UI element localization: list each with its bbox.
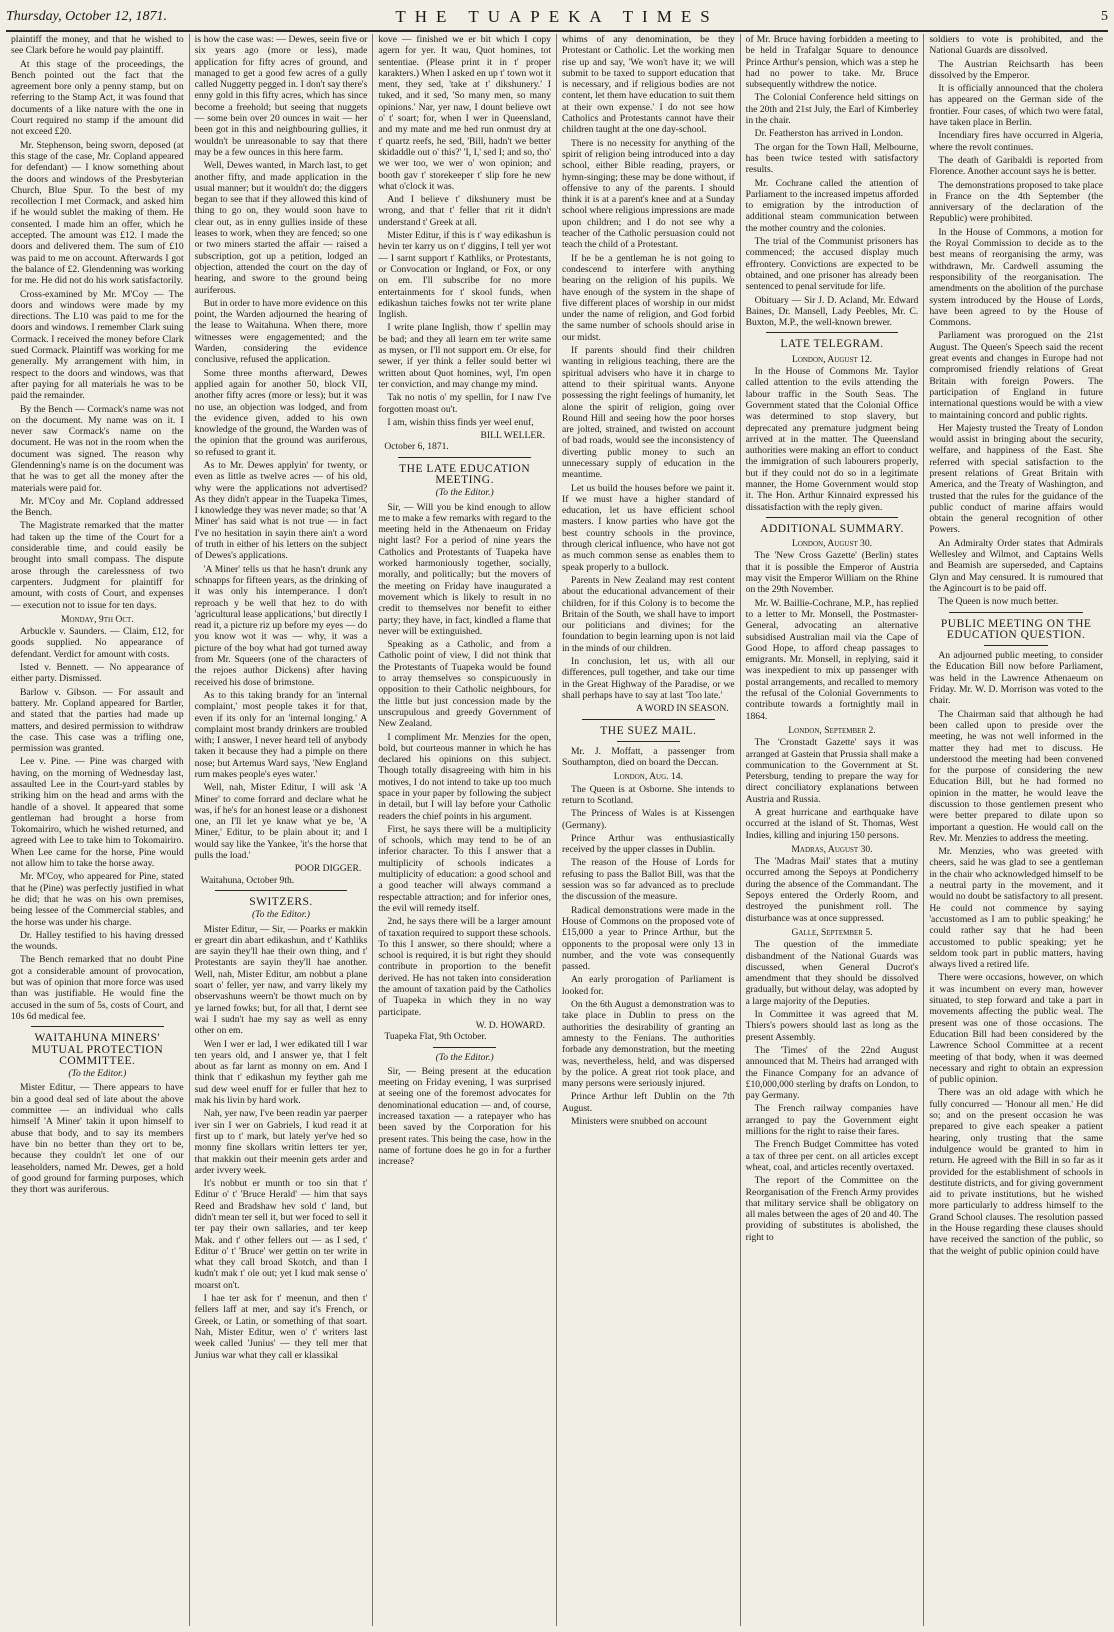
- paragraph: On the 6th August a demonstration was to take place in Dublin to press on the authorities the desirability of granting an amnesty to the Fenians. The authorities forbade any demonstration, but the meeting was, nevertheless, held, and was dispersed by the police. A great riot took place, and many persons were seriously injured.: [562, 999, 735, 1090]
- paragraph: As to Mr. Dewes applyin' for twenty, or even as little as twelve acres — of his old, why were the applications not advertised? As they didn't appear in the Tuapeka Times, I knowledge they was never made; so that 'A Miner' has said what is not true — in fact I've no hesitation in sayin there ain't a word of truth in either of his letters on the subject of Dewes's applications.: [194, 459, 368, 562]
- dateline: October 6, 1871.: [384, 441, 449, 453]
- article-subheading: (To the Editor.): [435, 487, 494, 499]
- paragraph: plaintiff the money, and that he wished to see Clark before he would pay plaintiff.: [11, 34, 184, 57]
- paragraph: Cross-examined by Mr. M'Coy — The doors and windows were made by my directions. The L10 was paid to me for the doors and windows. I remember Clark suing Cormack. I received the money before Clark sued Cormack. Plaintiff was working for me generally. My arrangement with him, in respect to the doors and windows, was that after paying for all materials he was to be paid the remainder.: [11, 288, 184, 402]
- article-heading: THE LATE EDUCATION MEETING.: [399, 462, 531, 486]
- paragraph: Mr. Cochrane called the attention of Parliament to the increased impetus afforded to emigration by the introduction of additional steam communication between the mother country and the colonies.: [745, 177, 919, 234]
- paragraph: The French railway companies have arranged to pay the Government eight millions for the right to raise their fares.: [745, 1103, 919, 1138]
- paragraph: Mister Editur, if this is t' way edikashun is hevin ter karry us on t' diggins, I tell yer wot — I sarnt support t' Kathliks, or Protestants, or Convocation or Ingland, or Fox, or ony on em. I'll subscribe for no more entertainments for t' skool funds, when edikashun taiches fowks not ter write plane Inglish.: [378, 230, 551, 321]
- paragraph: The trial of the Communist prisoners has commenced; the accused display much effrontery. Convictions are expected to be obtained, and one prisoner has already been sentenced to penal servitude for life.: [745, 236, 919, 293]
- paragraph: The Queen is at Osborne. She intends to return to Scotland.: [562, 783, 735, 806]
- paragraph: If parents should find their children wanting in religious teaching, there are the spiritual advisers who have it in charge to attend to their spiritual wants. Anyone possessing the right feelings of humanity, let alone the spirit of religion, going over Round Hill and seeing how the poor horses are jolted, strained, and twisted on account of bad roads, would see the inconsistency of diverting public money to such an unnecessary supply of education in the meantime.: [562, 345, 735, 481]
- paragraph: Radical demonstrations were made in the House of Commons on the proposed vote of £15,000 a year to Prince Arthur, but the opponents to the proposal were only 13 in number, and the vote was consequently passed.: [562, 904, 735, 973]
- paragraph: The Magistrate remarked that the matter had taken up the time of the Court for a considerable time, and could easily be brought into small compass. The dispute arose through the carelessness of two carpenters. Judgment for plaintiff for amount, with costs of Court, and expenses — execution not to issue for ten days.: [11, 520, 184, 611]
- paragraph: A great hurricane and earthquake have occurred at the island of St. Thomas, West Indies, killing and injuring 150 persons.: [745, 807, 919, 841]
- paragraph: The Austrian Reichsarth has been dissolved by the Emperor.: [929, 58, 1103, 81]
- article-subheading: (To the Editor.): [68, 1068, 127, 1080]
- paragraph: An Admiralty Order states that Admirals Wellesley and Wilmot, and Captains Wells and Beamish are superseded, and Captains Glyn and May censured. It is rumoured that the Agincourt is to be paid off.: [929, 537, 1103, 594]
- paragraph: The report of the Committee on the Reorganisation of the French Army provides that military service shall be obligatory on all males between the ages of 20 and 40. The providing of substitutes is abolished, the right to: [745, 1175, 919, 1243]
- dateline: London, August 12.: [791, 353, 873, 365]
- paragraph: Mr. M'Coy and Mr. Copland addressed the Bench.: [11, 495, 184, 519]
- paragraph: The 'Cronstadt Gazette' says it was arranged at Gastein that Prussia shall make a communication to the Government at St. Petersburg, tending to prepare the way for direct conciliatory explanations between Austria and Russia.: [745, 737, 919, 805]
- paragraph: of Mr. Bruce having forbidden a meeting to be held in Trafalgar Square to denounce Prince Arthur's pension, which was a step he had no power to take. Mr. Bruce subsequently withdrew the notice.: [745, 34, 919, 91]
- signature: W. D. HOWARD.: [475, 1019, 545, 1031]
- paragraph: The Queen is now much better.: [938, 596, 1059, 608]
- paragraph: Let us build the houses before we paint it. If we must have a higher standard of education, let us have efficient school masters. I know parties who have got the best country schools in the province, through clerical influence, who have not got as much common sense as enables them to speak properly to a bullock.: [562, 482, 735, 573]
- dateline: Monday, 9th Oct.: [60, 613, 134, 625]
- divider: [398, 457, 531, 458]
- paragraph: Parliament was prorogued on the 21st August. The Queen's Speech said the recent great events and changes in Europe had not compromised friendly relations of Great Britain with foreign Powers. The participation of England in future international questions would be with a view to maintaining concord and public rights.: [929, 330, 1103, 421]
- paragraph: Prince Arthur left Dublin on the 7th August.: [562, 1091, 735, 1114]
- paragraph: Dr. Halley testified to his having dressed the wounds.: [11, 929, 184, 953]
- paragraph: It is officially announced that the cholera has appeared on the German side of the frontier. Four cases, of which two were fatal, have taken place in Berlin.: [929, 83, 1103, 129]
- paragraph: Lee v. Pine. — Pine was charged with having, on the morning of Wednesday last, assaulted Lee in the Court-yard stables by striking him on the head and arms with the handle of a shovel. It appeared that some gentleman had brought a horse from Tokomairiro, which he wished returned, and agreed with Lee to take him to Tokomairiro. When Lee came for the horse, Pine would not allow him to take the horse away.: [11, 756, 184, 870]
- paragraph: Mister Editur, — Sir, — Poarks er makkin er greart din abart edikashun, and t' Kathliks are sayin they'll hae their own thing, and t' Protestants are sayin they'll hae another. Well, nah, Mister Editur, am nobbut a plane soart o' feller, yer naw, and varry likely my observashuns weern't be thowt much on by ye larned fowks; but, for all that, I dernt see wai I sudn't hae my say as well as enny other on em.: [194, 923, 368, 1037]
- article-subheading: (To the Editor.): [251, 909, 310, 921]
- paragraph: There was an old adage with which he fully concurred — 'Honour all men.' He did so; and on the present occasion he was prepared to give each speaker a patient hearing, only trusting that the same indulgence would be granted to him in return. He agreed with the Bill in so far as it provided for the establishment of schools in destitute districts, and for giving government aid to private institutions, but he wished more particularly to address himself to the Grand School clauses. The resolution passed in the House regarding these clauses should have received the sanction of the public, so that the weight of public opinion could have: [929, 1087, 1103, 1257]
- dateline: Waitahuna, October 9th.: [200, 874, 295, 886]
- signature: BILL WELLER.: [480, 430, 545, 442]
- article-heading: ADDITIONAL SUMMARY.: [760, 522, 904, 535]
- paragraph: Isted v. Bennett. — No appearance of either party. Dismissed.: [11, 662, 184, 685]
- divider: [582, 719, 715, 720]
- divider: [617, 741, 680, 742]
- paragraph: But in order to have more evidence on this point, the Warden adjourned the hearing of the lease to Waitahuna. When there, more witnesses were engagemented; and the Warden, considering the evidence conclusive, refused the application.: [194, 297, 368, 366]
- paragraph: Mr. W. Baillie-Cochrane, M.P., has replied to a letter to Mr. Monsell, the Postmaster-General, advocating an alternative subsidised Australian mail via the Cape of Good Hope, to afford cheap passages to emigrants. Mr. Monsell, in replying, said it was inexpedient to mix up passenger with postal arrangements, and recalled to memory the refusal of the Colonial Governments to contribute towards a fortnightly mail in 1864.: [745, 597, 919, 722]
- paragraph: Well, nah, Mister Editur, I will ask 'A Miner' to come forrard and declare what he was, if he's for an honest lease or a dishonest one, an I'll let ye knaw what ye be, 'A Miner,' Editur, to be plain about it; and I would say like the Yankee, 'it's the horse that pulls the load.': [194, 782, 368, 862]
- paragraph: The 'New Cross Gazette' (Berlin) states that it is possible the Emperor of Austria may visit the Emperor William on the Rhine on the 29th November.: [745, 550, 919, 596]
- masthead: [6, 4, 1108, 32]
- paragraph: soldiers to vote is prohibited, and the National Guards are dissolved.: [929, 34, 1103, 57]
- paragraph: Obituary — Sir J. D. Acland, Mr. Edward Baines, Dr. Mansell, Lady Peebles, Mr. C. Buxton, M.P., the well-known brewer.: [745, 294, 919, 329]
- paragraph: The 'Madras Mail' states that a mutiny occurred among the Sepoys at Pondicherry during the absence of the Commandant. The Sepoys entered the Orderly Room, and destroyed the punishment roll. The disturbance was at once suppressed.: [745, 856, 919, 924]
- paragraph: There were occasions, however, on which it was incumbent on every man, however situated, to step forward and take a part in movements affecting the public weal. The present was one of those occasions. The Education Bill had been considered by the Lawrence School Committee at a recent meeting of that body, when it was deemed necessary and right to obtain an expression of public opinion.: [929, 972, 1103, 1086]
- paragraph: Mr. Menzies, who was greeted with cheers, said he was glad to see a gentleman in the chair who acknowledged himself to be a neutral party in the movement, and it would no doubt be satisfactory to all present. He could not commence by saying 'accustomed as I am to public speaking;' he could rather say that he had been accustomed to public speaking; yet he seldom took part in public matters, having always lived a retired life.: [929, 846, 1103, 971]
- paper-title: THE TUAPEKA TIMES: [395, 7, 719, 26]
- paragraph: Mr. Stephenson, being sworn, deposed (at this stage of the case, Mr. Copland appeared for defendant) — I know something about the doors and windows of the Presbyterian Church, Blue Spur. To the best of my recollection I met Cormack, and asked him if he would sublet the making of them. He consented. I made him an offer, which he accepted. The amount was £12. I made the doors and delivered them. The sum of £10 was paid to me on account. Afterwards I got the balance of £2. Glendenning was working for me. He did not do his work satisfactorily.: [11, 139, 184, 287]
- issue-date: Thursday, October 12, 1871.: [6, 9, 167, 24]
- dateline: Madras, August 30.: [791, 843, 873, 855]
- paragraph: By the Bench — Cormack's name was not on the document. My name was on it. I never saw Cormack's name on the document. He was not in the room when the document was signed. The reason why Glendenning's name is on the document was that he was to get all the money after the materials were paid for.: [11, 403, 184, 494]
- paragraph: Well, Dewes wanted, in March last, to get another fifty, and made application in the usual manner; but it wouldn't do; the diggers began to see that if they allowed this kind of thing to go on, they would soon have to clear out, as in enny gullies inside of these leases to work, when they are fenced; so one or two miners started the affair — raised a subscription, got up a petition, lodged an objection, attended the court on the day of hearing, and swore to the ground being auriferous.: [194, 160, 368, 296]
- divider: [433, 1047, 496, 1048]
- column-4: [557, 34, 741, 1626]
- article-heading: SWITZERS.: [249, 895, 313, 908]
- paragraph: The 'Times' of the 22nd August announced that M. Theirs had arranged with the Finance Company for an advance of £10,000,000 sterling by drafts on London, to pay Germany.: [745, 1044, 919, 1102]
- paragraph: The organ for the Town Hall, Melbourne, has been twice tested with satisfactory results.: [745, 141, 919, 176]
- paragraph: Dr. Featherston has arrived in London.: [754, 128, 904, 140]
- column-5: [741, 34, 925, 1626]
- paragraph: Parents in New Zealand may rest content about the educational advancement of their children, for if this Colony is to become the Britain of the South, we shall have to import our politicians and divines; for the foundation to begin learning upon is not laid in the minds of our children.: [562, 574, 735, 654]
- article-heading: WAITAHUNA MINERS' MUTUAL PROTECTION COMMITTEE.: [31, 1032, 164, 1067]
- paragraph: The Chairman said that although he had been called upon to preside over the meeting, he was not well informed in the matter they had met to discuss. He understood the meeting had been convened for the purpose of considering the new Education Bill, but he had formed no opinion in the matter, he would leave the discussion to those gentlemen present who were better prepared to dilate upon so important a question. He would call on the Rev. Mr. Menzies to address the meeting.: [929, 708, 1103, 844]
- paragraph: 'A Miner' tells us that he hasn't drunk any schnapps for fifteen years, as the drinking of it was only his intemperance. I don't reproach y be well that hez to do with 'agricultural lease applications,' but directly I read it, a picture riz up before my eyes — do you know wot it was — why, it was a picture of the boy what had got turned away from Mr. Squeers (one of the characters of the rejoes author Dickens) after having received his dose of brimstone.: [194, 563, 368, 688]
- paragraph: And I believe t' dikshunery must be wrong, and that t' feller that rit it didn't understand t' Greek at all.: [378, 194, 551, 228]
- signature: POOR DIGGER.: [294, 863, 362, 875]
- divider: [949, 612, 1083, 613]
- paragraph: Her Majesty trusted the Treaty of London would assist in bringing about the security, welfare, and happiness of the East. She referred with special satisfaction to the present relations of Great Britain with America, and the Treaty of Washington, and trusted that the rules for the guidance of the public conduct of marine affairs would obtain the general recognition of other Powers.: [929, 422, 1103, 536]
- article-heading: LATE TELEGRAM.: [780, 338, 884, 351]
- column-1: [6, 34, 190, 1626]
- paragraph: Barlow v. Gibson. — For assault and battery. Mr. Copland appeared for Bartler, and stated that the parties had made up matters, and desired permission to withdraw the case. This case was a trifling one, permission was granted.: [11, 686, 184, 755]
- paragraph: In Committee it was agreed that M. Thiers's powers should last as long as the present Assembly.: [745, 1009, 919, 1043]
- paragraph: kove — finished we er bit which I copy agern for yer. It wau, Quot homines, tot sententiae. (Please print it in t' proper karakters.) When I asked en up t' town wot it ment, they sed, 'take at t' dikshunery.' I tuked, and it sed, 'So many men, so many opinions.' Nar, yer naw, I dount believe owt o' t' soart; for, when I wer in Queensland, and my mate and me hed run onmust dry at t' quartz reefs, he sed, 'Bill, hadn't we better skidaddle out o' this?' 'I, I,' sed I; and so, tho' we wer too, we wer o' won opinion; and booth gav t' storekeeper t' slip fore he new what o'clock it was.: [378, 34, 551, 192]
- paragraph: Mister Editur, — There appears to have bin a good deal sed of late about the above committee — an individual who calls himself 'A Miner' takin it upon himself to abuse that body, and to say its members have bin no better than they ort to be, because they couldn't let one of our leaseholders, named Mr. Dewes, get a hold of good ground for farming purposes, which they thort was auriferous.: [11, 1082, 184, 1196]
- paragraph: Arbuckle v. Saunders. — Claim, £12, for goods supplied. No appearance of defendant. Verdict for amount with costs.: [11, 626, 184, 660]
- paragraph: Sir, — Will you be kind enough to allow me to make a few remarks with regard to the meeting held in the Athenaeum on Friday night last? For a period of nine years the Catholics and Protestants of Tuapeka have worked harmoniously together, socially, morally, and politically; but the movers of the meeting on Friday have inaugurated a movement which is likely to result in no credit to themselves nor benefit to either party; they have, in fact, kindled a flame that never will be extinguished.: [378, 501, 551, 637]
- paragraph: Speaking as a Catholic, and from a Catholic point of view, I did not think that the Protestants of Tuapeka would be found to array themselves so conspicuously in opposition to their Catholic neighbours, for the little but just concession made by the unscrupulous and greedy Government of New Zealand.: [378, 639, 551, 730]
- paragraph: I compliment Mr. Menzies for the open, bold, but courteous manner in which he has declared his opinions on this subject. Though totally disagreeing with him in his motives, I do not intend to take up too much space in your paper by following the subject in detail, but I will lay before your Catholic readers the chief points in his argument.: [378, 731, 551, 822]
- paragraph: I write plane Inglish, thow t' spellin may be bad; and they all learn em ter write same as mysen, or I'll not support em. Or else, for sewer, if yer think a feller sould better wi written about Quot homines, wyl, I'm open ter conviction, and may change my mind.: [378, 322, 551, 390]
- paragraph: It's nobbut er munth or too sin that t' Editur o' t' 'Bruce Herald' — him that says Reed and Bradshaw hev sold t' land, but didn't mean ter sell it, but wer foced to sell it ter pay their own sallaries, and ter keep Mak. and t' other fellers out — as I sed, t' Editur o' t' 'Bruce' wer gettin on ter write in what they call broad Skotch, and than I kudn't mak t' ole out; yet I kud mak sense o' moarst on't.: [194, 1178, 368, 1291]
- divider: [766, 332, 899, 333]
- paragraph: In the House of Commons Mr. Taylor called attention to the evils attending the labour traffic in the South Seas. The Government stated that the Colonial Office was determined to stop slavery, but deprecated any premature judgment being arrived at in the matter. The Queensland authorities were making an effort to conduct the immigration of such labourers properly, but if they could not do so in a legitimate manner, the Home Government would stop it. The Hon. Arthur Kinnaird expressed his dissatisfaction with the reply given.: [745, 366, 919, 513]
- paragraph: First, he says there will be a multiplicity of schools, which may tend to be of an inferior character. To this I answer that a multiplicity of schools indicates a multiplicity of education: a good school and a good teacher will always command a respectable attraction; and for inferior ones, the evil will remedy itself.: [378, 823, 551, 914]
- paragraph: The French Budget Committee has voted a tax of three per cent. on all articles except wheat, coal, and articles recently overtaxed.: [745, 1139, 919, 1173]
- signature: A WORD IN SEASON.: [636, 703, 729, 715]
- paragraph: The question of the immediate disbandment of the National Guards was discussed, when General Ducrot's amendment that they should be dissolved gradually, but without delay, was adopted by a large majority of the Deputies.: [745, 939, 919, 1007]
- paragraph: I am, wishin thiss finds yer weel enuf,: [387, 416, 534, 428]
- paragraph: Tak no notis o' my spellin, for I naw I've forgotten moast ou't.: [378, 392, 551, 415]
- paragraph: is how the case was: — Dewes, seein five or six years ago (more or less), made application for fifty acres of ground, and managed to get a good few acres of a gully called Nuggetty pegged in. I don't say there's enny gold in this fifty acres, which has since become a freehold; but seeing that nuggets — some bein over 20 ounces in wait — her been got in this and neighbouring gullies, it wouldn't be unreasonable to say that there may be a few ounces in this here farm.: [194, 34, 368, 158]
- paragraph: Wen I wer er lad, I wer edikated till I war ten years old, and I answer ye, that I felt about as far larnt as monny on em. And I think that t' edikashun my feyther gah me sud dew weel enuff for er fuller that hez to mak his livin by hard work.: [194, 1038, 368, 1107]
- column-3: [373, 34, 557, 1626]
- paragraph: whims of any denomination, be they Protestant or Catholic. Let the working men rise up and say, 'We won't have it; we will submit to be taxed to support education that is necessary, and if religious bodies are not content, let them have education to suit them at their own expense.' I do not see how Catholics and Protestants cannot have their children taught at the one day-school.: [562, 34, 735, 136]
- dateline: London, August 30.: [791, 538, 873, 550]
- page-number: 5: [1101, 9, 1108, 24]
- dateline: Tuapeka Flat, 9th October.: [384, 1031, 487, 1043]
- column-6: [924, 34, 1108, 1626]
- paragraph: Some three months afterward, Dewes applied again for another 50, block VII, another fifty acres (more or less); but it was no use, an objection was lodged, and from the evidence given, added to his own knowledge of the ground, the Warden was of the opinion that the ground was auriferous, so refused to grant it.: [194, 367, 368, 458]
- paragraph: The Princess of Wales is at Kissengen (Germany).: [562, 808, 735, 831]
- paragraph: The reason of the House of Lords for refusing to pass the Ballot Bill, was that the session was so far advanced as to preclude the discussion of the measure.: [562, 857, 735, 903]
- dateline: London, Aug. 14.: [613, 771, 683, 783]
- paragraph: 2nd, he says there will be a larger amount of taxation required to support these schools. To this I answer, so there should; where a school is required, it is but right they should contribute in proportion to the benefit derived. He has not taken into consideration the amount of taxation paid by the Catholics of Tuapeka in which they in no way participate.: [378, 916, 551, 1018]
- divider: [31, 1026, 164, 1027]
- paragraph: If he be a gentleman he is not going to condescend to interfere with anything bearing on the religion of his pupils. We have enough of the system in the shape of five different places of worship in our midst under the name of religion, and God forbid the same number of schools should arise in our midst.: [562, 252, 735, 343]
- columns: [6, 34, 1108, 1626]
- paragraph: Incendiary fires have occurred in Algeria, where the revolt continues.: [929, 130, 1103, 153]
- paragraph: Ministers were snubbed on account: [571, 1116, 707, 1128]
- paragraph: Sir, — Being present at the education meeting on Friday evening, I was surprised at seeing one of the foremost advocates for denominational education — and, of course, increased taxation — a ratepayer who has been saved by the Corporation for his present rates. This being the case, how in the name of fortune does he go in for a further increase?: [378, 1065, 551, 1168]
- paragraph: In the House of Commons, a motion for the Royal Commission to decide as to the best means of reorganising the army, was withdrawn, Mr. Cardwell assuming the responsibility of the reorganisation. The amendments on the abolition of the purchase system introduced by the House of Lords, have been agreed to by the House of Commons.: [929, 226, 1103, 329]
- paragraph: The demonstrations proposed to take place in France on the 4th September (the anniversary of the declaration of the Republic) were prohibited.: [929, 179, 1103, 225]
- article-heading: PUBLIC MEETING ON THE EDUCATION QUESTION.: [940, 617, 1092, 641]
- dateline: London, September 2.: [788, 724, 876, 736]
- paragraph: As to this taking brandy for an 'internal complaint,' most people takes it for that, even if its only for an 'internal longing.' A complaint most brandy drinkers are troubled with; I answer, I never heard tell of anybody taken it because they had a pimple on there nose; but Artemus Ward says, 'New England rum makes people's eyes water.': [194, 689, 368, 780]
- divider: [984, 645, 1048, 646]
- paragraph: Prince Arthur was enthusiastically received by the upper classes in Dublin.: [562, 832, 735, 856]
- paragraph: The death of Garibaldi is reported from Florence. Another account says he is better.: [929, 154, 1103, 178]
- article-heading: THE SUEZ MAIL.: [600, 724, 697, 737]
- paragraph: Mr. J. Moffatt, a passenger from Southampton, died on board the Deccan.: [562, 745, 735, 769]
- paragraph: In conclusion, let us, with all our differences, pull together, and take our time in the Great Highway of the Paradise, or we shall perhaps have to say at last 'Too late.': [562, 656, 735, 701]
- paragraph: I hae ter ask for t' meenun, and then t' fellers laff at mer, and say it's French, or Greek, or Latin, or something of that soart. Nah, Mister Editur, wen o' t' writers last week called 'Junius' — they tell mer that Junius war what they call er klassikal: [194, 1293, 368, 1361]
- paragraph: The Bench remarked that no doubt Pine got a considerable amount of provocation, but was of opinion that more force was used than was justifiable. He would fine the accused in the sum of 5s, costs of Court, and 10s 6d medical fee.: [11, 954, 184, 1022]
- column-2: [190, 34, 374, 1626]
- paragraph: An early prorogation of Parliament is looked for.: [562, 974, 735, 997]
- dateline: Galle, September 5.: [791, 926, 873, 938]
- paragraph: Mr. M'Coy, who appeared for Pine, stated that he (Pine) was perfectly justified in what he did; that he was on his own premises, being lessee of the Commercial stables, and the horse was under his charge.: [11, 871, 184, 928]
- divider: [766, 517, 899, 518]
- paragraph: The Colonial Conference held sittings on the 20th and 21st July, the Earl of Kimberley in the chair.: [745, 92, 919, 127]
- paragraph: At this stage of the proceedings, the Bench pointed out the fact that the agreement bore only a penny stamp, but on referring to the Stamp Act, it was found that documents of a like nature with the one in Court required no stamp if the amount did not exceed £20.: [11, 58, 184, 138]
- article-subheading: (To the Editor.): [435, 1051, 494, 1063]
- divider: [215, 890, 348, 891]
- paragraph: There is no necessity for anything of the spirit of religion being introduced into a day school, either Bible reading, prayers, or hymn-singing; these may be done without, if offensive to any of the parents. I should think it is at a parent's knee and at a Sunday school where religious impressions are made upon children; and I do not see why a teacher of the Catholic persuasion could not teach the child of a Protestant.: [562, 137, 735, 251]
- paragraph: An adjourned public meeting, to consider the Education Bill now before Parliament, was held in the Lawrence Athenaeum on Friday. Mr. W. D. Morrison was voted to the chair.: [929, 650, 1103, 707]
- paragraph: Nah, yer naw, I've been readin yar paerper iver sin I wer on Gabriels, I kud read it at first up to t' mark, but lately yer've hed so monny fine skollars writin letters ter yer, that makkin out their meenin gets arder and arder ivvery week.: [194, 1108, 368, 1176]
